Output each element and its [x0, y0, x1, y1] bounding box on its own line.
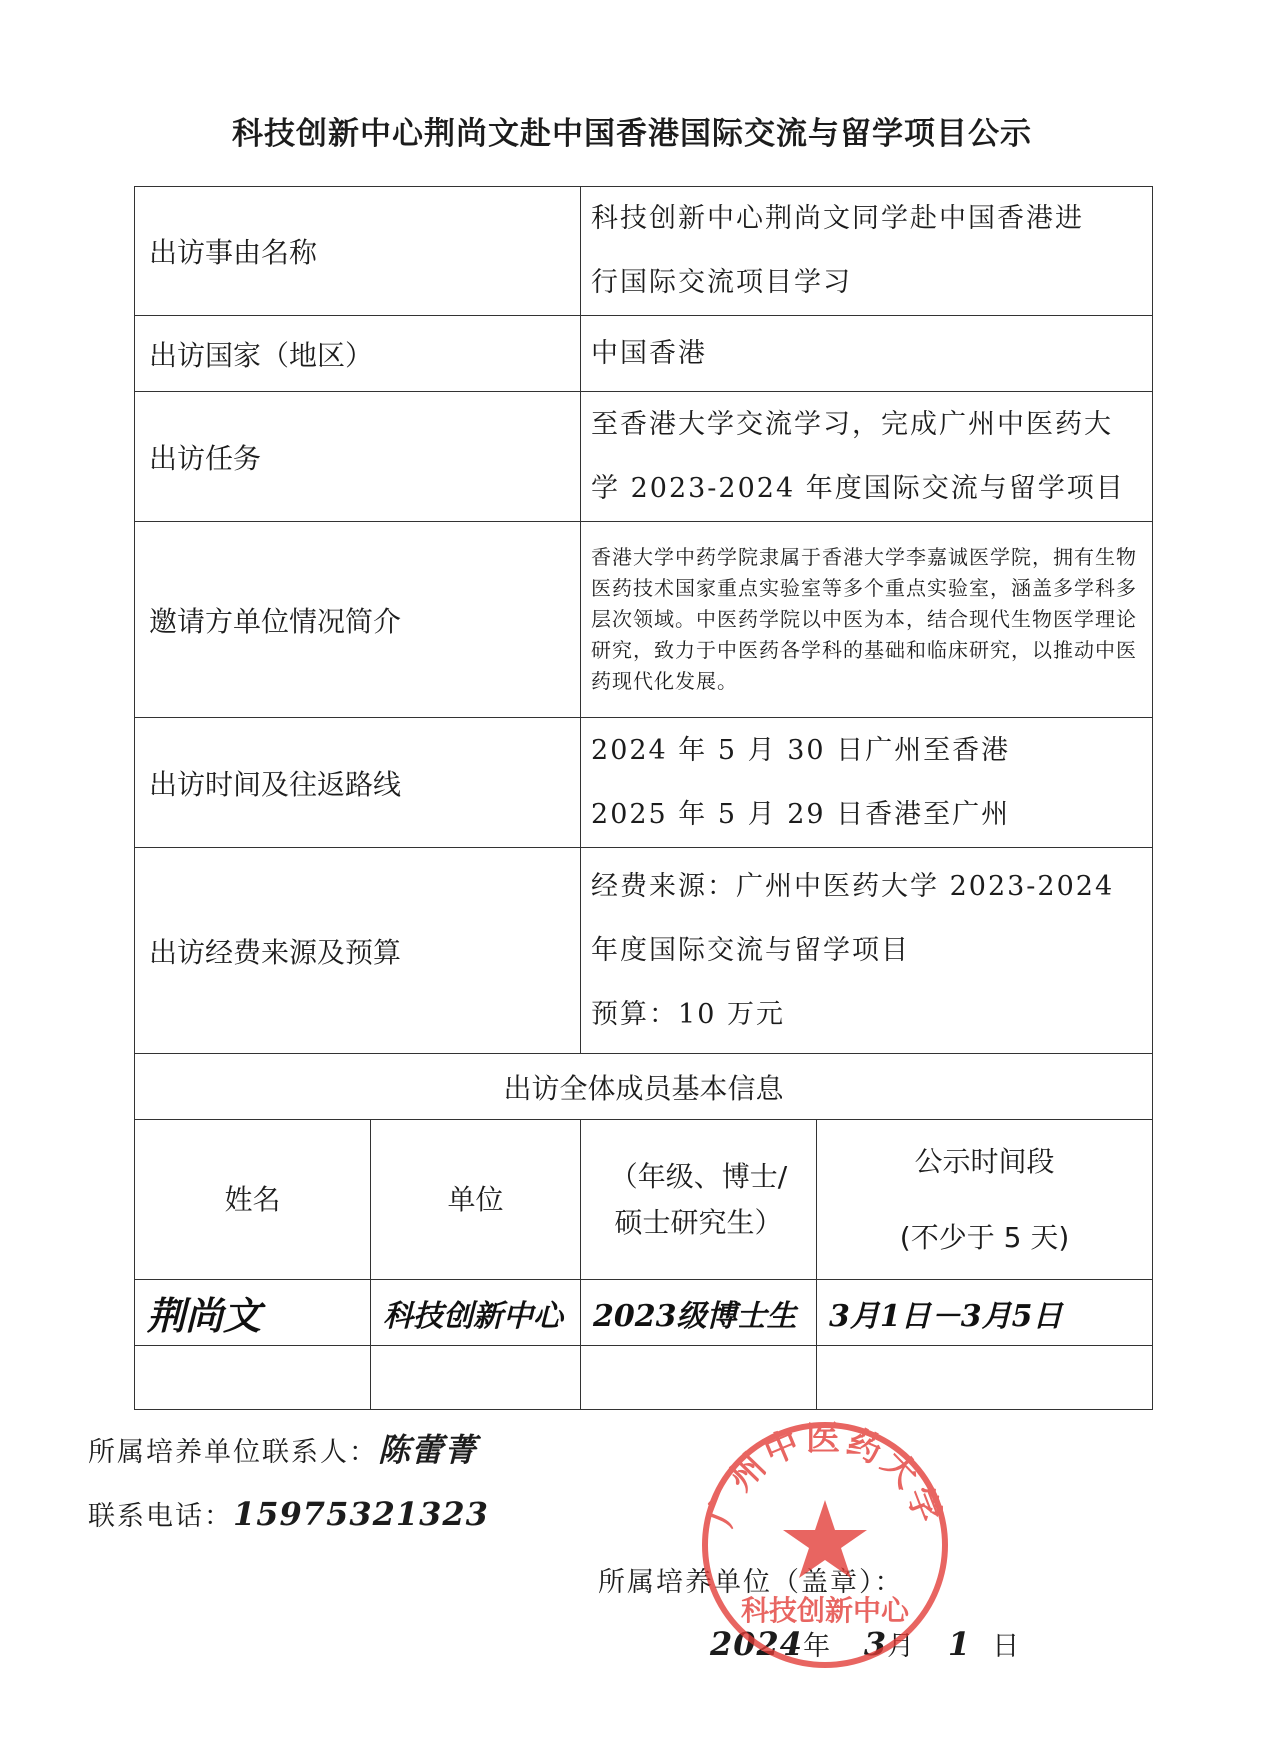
reason-line-1: 科技创新中心荆尚文同学赴中国香港进: [591, 203, 1085, 234]
date-day-suffix: 日: [992, 1631, 1022, 1662]
header-grade-line-2: 硕士研究生）: [614, 1205, 783, 1239]
table-row: [135, 1346, 1153, 1410]
time-line-1: 2024 年 5 月 30 日广州至香港: [591, 734, 1011, 766]
header-grade: [581, 1120, 817, 1280]
header-period-line-1: 公示时间段: [914, 1144, 1055, 1178]
task-value: [581, 392, 1153, 522]
header-name: 姓名: [135, 1120, 371, 1280]
time-label: 出访时间及往返路线: [135, 718, 581, 848]
seal-top-text: 广州中医药大学: [700, 1420, 950, 1532]
task-line-2: 学 2023-2024 年度国际交流与留学项目: [591, 472, 1125, 504]
fund-line-2: 年度国际交流与留学项目: [591, 934, 911, 966]
table-row: [135, 522, 1153, 718]
header-period-line-2: (不少于 5 天): [899, 1220, 1070, 1254]
phone-value: 15975321323: [233, 1495, 489, 1533]
task-line-1: 至香港大学交流学习，完成广州中医药大: [591, 408, 1114, 440]
contact-line: [88, 1425, 477, 1471]
header-unit: 单位: [371, 1120, 581, 1280]
empty-cell: [581, 1346, 817, 1410]
inviter-text: 香港大学中药学院隶属于香港大学李嘉诚医学院，拥有生物医药技术国家重点实验室等多个重点实验室，涵盖多学科多层次领域。中医药学院以中医为本，结合现代生物医学理论研究，致力于中医药各学科的基础和临床研究，以推动中医药现代化发展。: [581, 522, 1153, 718]
date-day: 1: [947, 1625, 972, 1663]
date-year: 2024: [710, 1625, 804, 1663]
country-value: 中国香港: [581, 316, 1153, 392]
phone-label: 联系电话：: [88, 1501, 233, 1532]
table-row: [135, 187, 1153, 316]
phone-line: [88, 1494, 489, 1533]
contact-signature: 陈蕾菁: [378, 1431, 478, 1469]
member-unit: 科技创新中心: [371, 1280, 581, 1346]
members-header-row: [135, 1120, 1153, 1280]
reason-label: 出访事由名称: [135, 187, 581, 316]
country-label: 出访国家（地区）: [135, 316, 581, 392]
inviter-label: 邀请方单位情况简介: [135, 522, 581, 718]
member-period: 3月1日－3月5日: [817, 1280, 1153, 1346]
fund-line-1: 经费来源：广州中医药大学 2023-2024: [591, 870, 1115, 902]
table-row: [135, 848, 1153, 1054]
reason-value: [581, 187, 1153, 316]
seal-label: 所属培养单位（盖章）：: [598, 1567, 904, 1598]
fund-line-3: 预算：10 万元: [591, 998, 785, 1030]
time-line-2: 2025 年 5 月 29 日香港至广州: [591, 798, 1011, 830]
empty-cell: [817, 1346, 1153, 1410]
fund-label: 出访经费来源及预算: [135, 848, 581, 1054]
reason-line-2: 行国际交流项目学习: [591, 267, 853, 298]
table-row: [135, 392, 1153, 522]
seal-star-icon: [783, 1500, 867, 1578]
contact-label: 所属培养单位联系人：: [88, 1437, 378, 1468]
official-seal-stamp: [700, 1420, 950, 1670]
table-row: [135, 1280, 1153, 1346]
info-table: [134, 186, 1153, 1410]
table-row: [135, 1054, 1153, 1120]
seal-bottom-text: 科技创新中心: [740, 1594, 910, 1627]
date-month-suffix: 月: [887, 1631, 917, 1662]
page-title: 科技创新中心荆尚文赴中国香港国际交流与留学项目公示: [232, 116, 1032, 152]
empty-cell: [371, 1346, 581, 1410]
time-value: [581, 718, 1153, 848]
member-grade: 2023级博士生: [581, 1280, 817, 1346]
table-row: [135, 718, 1153, 848]
header-grade-line-1: （年级、博士/: [609, 1159, 788, 1193]
header-period: [817, 1120, 1153, 1280]
fund-value: [581, 848, 1153, 1054]
date-year-suffix: 年: [803, 1631, 833, 1662]
table-row: [135, 316, 1153, 392]
task-label: 出访任务: [135, 392, 581, 522]
member-name: 荆尚文: [135, 1280, 371, 1346]
date-month: 3: [863, 1625, 888, 1663]
members-section-title: 出访全体成员基本信息: [135, 1054, 1153, 1120]
empty-cell: [135, 1346, 371, 1410]
